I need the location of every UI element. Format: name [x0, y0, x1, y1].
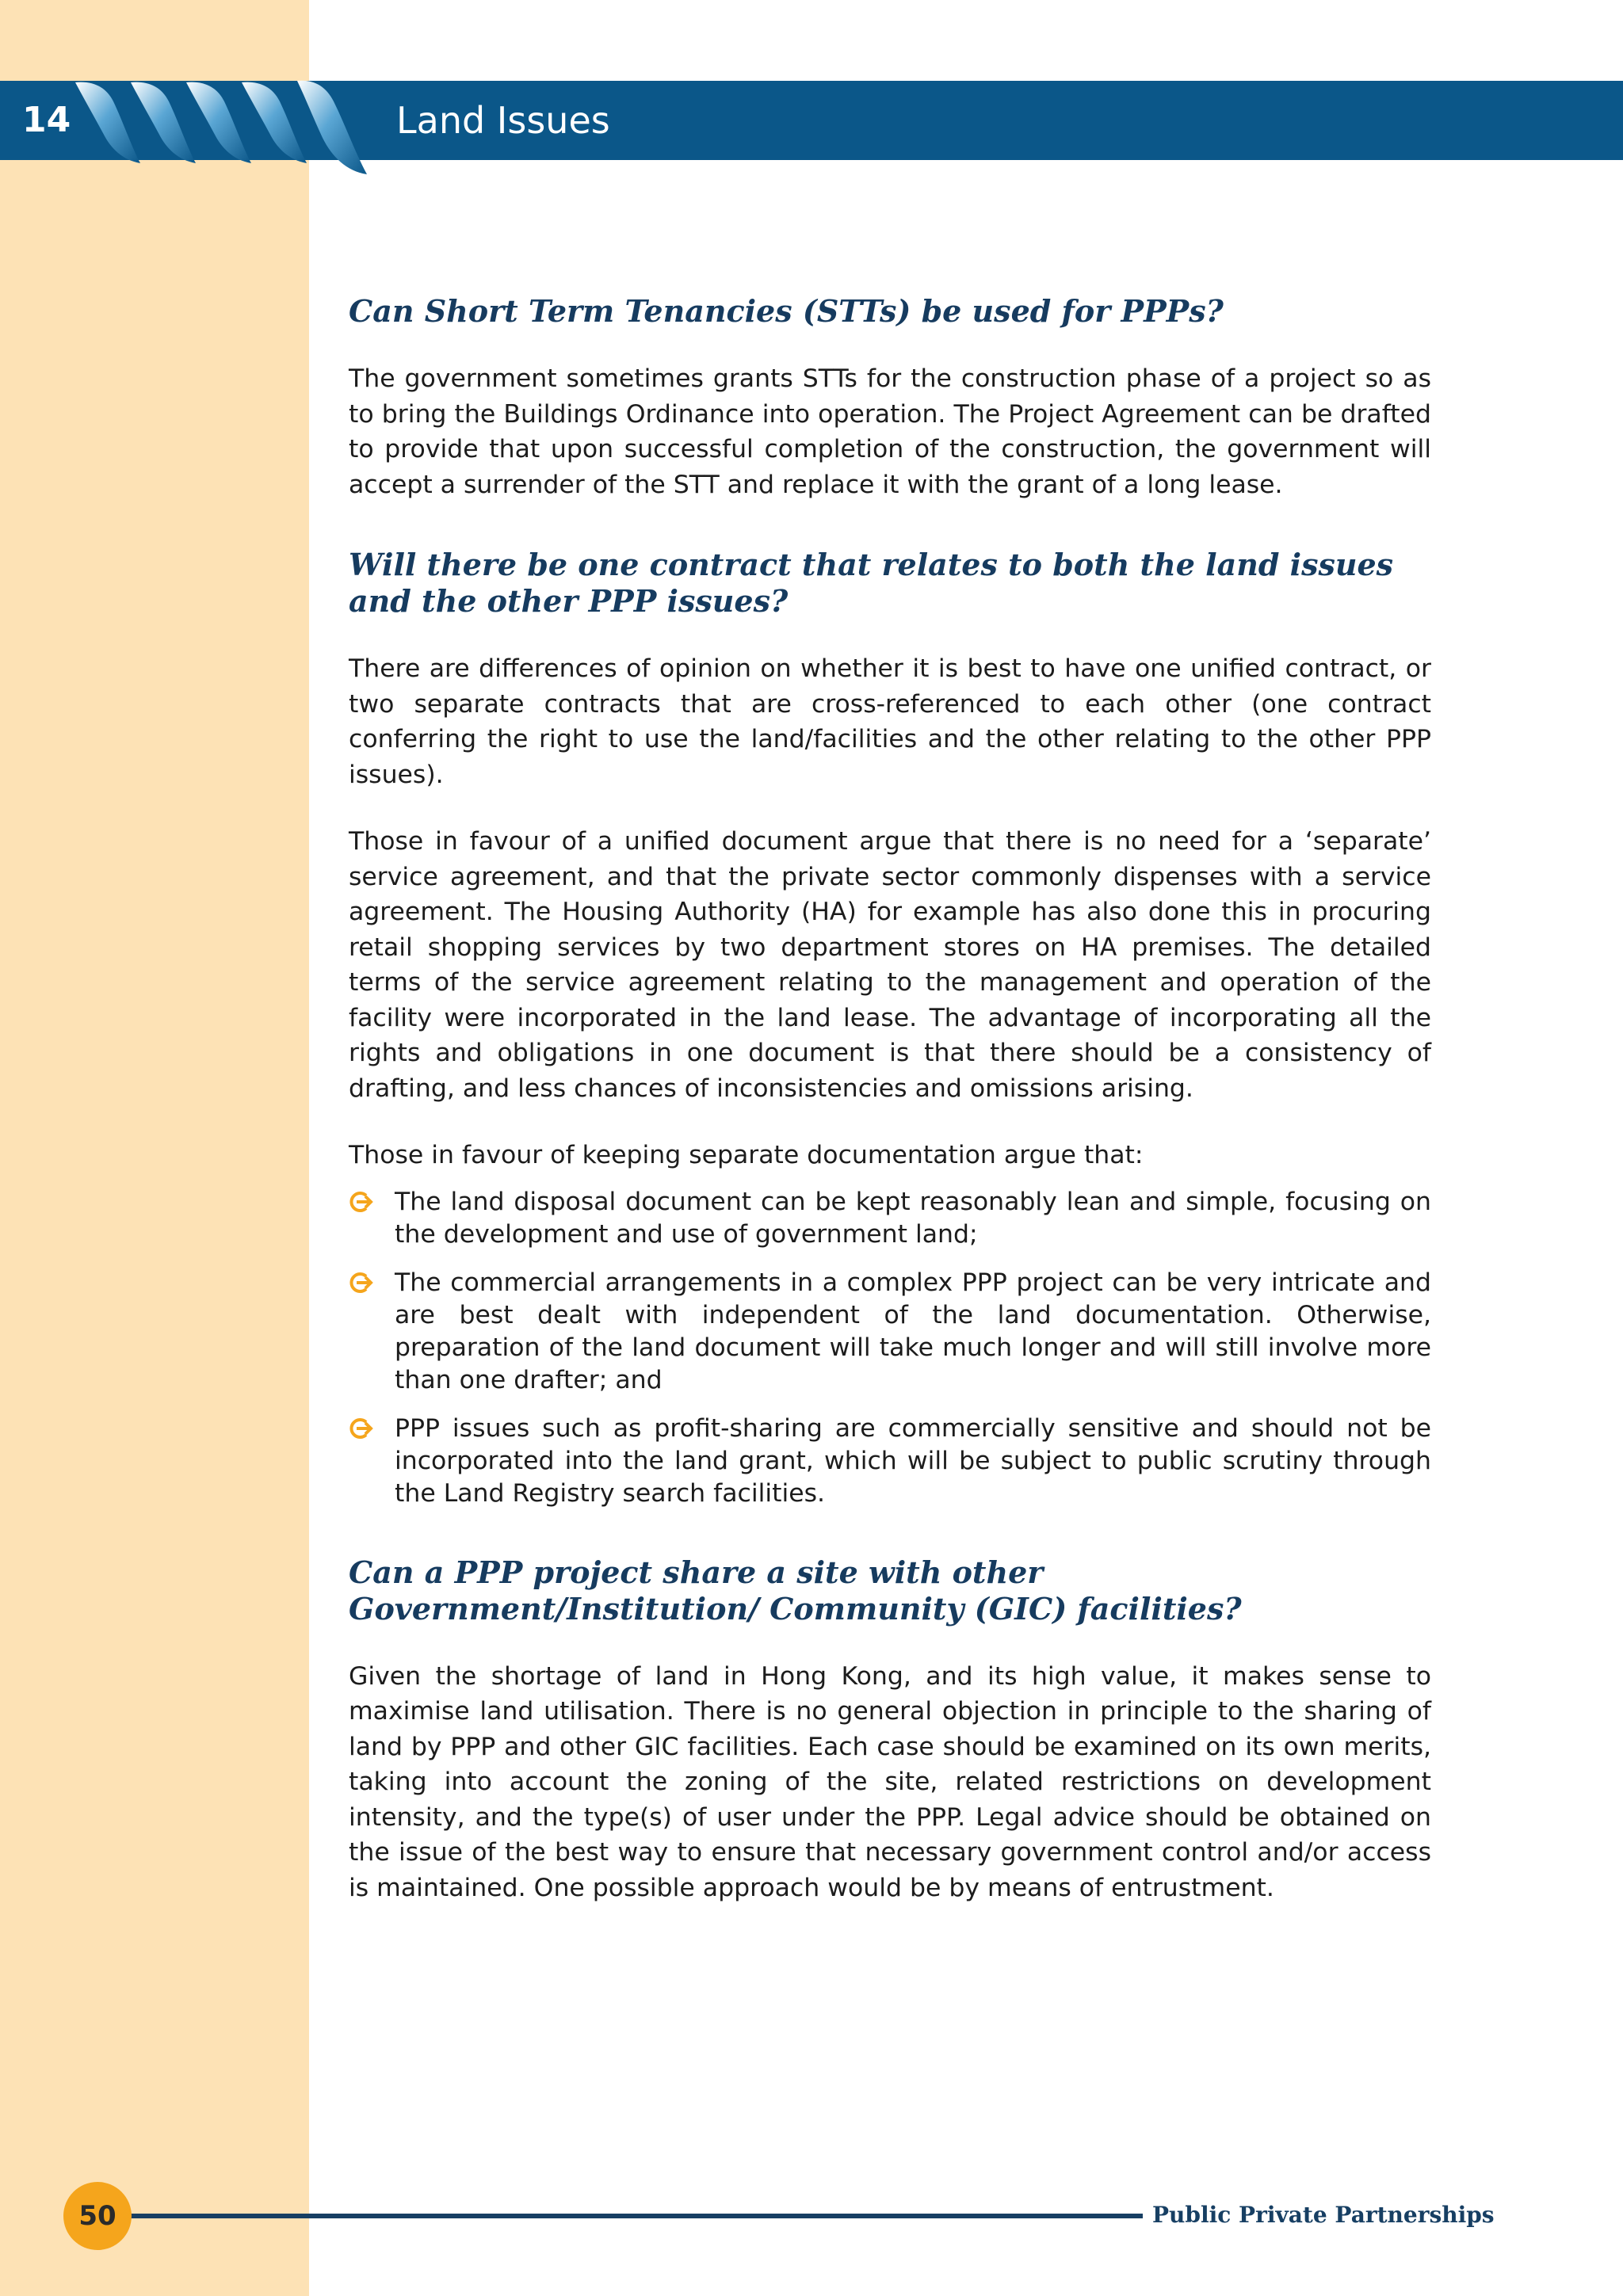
paragraph-stt: The government sometimes grants STTs for the construction phase of a project so as to bring the Buildings Ordinance into operation. The Project Agreement can be drafted to provide that upon successful completion of the construction, the government will accept a surrender of the STT and replace it with the grant of a long lease.	[349, 364, 1431, 499]
arrow-right-circle-icon	[349, 1189, 374, 1215]
swoosh-stripes-icon	[67, 78, 369, 179]
paragraph-separate-intro: Those in favour of keeping separate documentation argue that:	[349, 1141, 1144, 1169]
chapter-number: 14	[22, 100, 71, 140]
bullet-list	[349, 1186, 1431, 1510]
page-number-badge	[63, 2182, 132, 2250]
list-item	[349, 1186, 1431, 1251]
bullet-text: The commercial arrangements in a complex PPP project can be very intricate and are best dealt with independent of the land documentation. Otherwise, preparation of the land document will take much longer and will still involve more than one drafter; and	[395, 1268, 1431, 1394]
page-number: 50	[78, 2200, 116, 2232]
bullet-text: The land disposal document can be kept reasonably lean and simple, focusing on the development and use of government land;	[395, 1187, 1431, 1249]
paragraph-unified-document: Those in favour of a unified document argue that there is no need for a ‘separate’ service agreement, and that the private sector commonly dispenses with a service agreement. The Housing Authority (HA) for example has also done this in procuring retail shopping services by two department stores on HA premises. The detailed terms of the service agreement relating to the management and operation of the facility were incorporated in the land lease. The advantage of incorporating all the rights and obligations in one document is that there should be a consistency of drafting, and less chances of inconsistencies and omissions arising.	[349, 827, 1431, 1103]
section-heading-shared-site: Can a PPP project share a site with other Government/Institution/ Community (GIC) facilities?	[349, 1554, 1242, 1627]
paragraph-differences: There are differences of opinion on whether it is best to have one unified contract, or two separate contracts that are cross-referenced to each other (one contract conferring the right to use the land/facilities and the other relating to the other PPP issues).	[349, 654, 1431, 789]
section-heading-one-contract: Will there be one contract that relates to both the land issues and the other PPP issues?	[349, 547, 1394, 619]
paragraph-shared-site: Given the shortage of land in Hong Kong, and its high value, it makes sense to maximise land utilisation. There is no general objection in principle to the sharing of land by PPP and other GIC facilities. Each case should be examined on its own merits, taking into account the zoning of the site, related restrictions on development intensity, and the type(s) of user under the PPP. Legal advice should be obtained on the issue of the best way to ensure that necessary government control and/or access is maintained. One possible approach would be by means of entrustment.	[349, 1661, 1431, 1902]
chapter-title: Land Issues	[396, 99, 610, 142]
left-sidebar-band	[0, 0, 309, 2296]
bullet-text: PPP issues such as profit-sharing are commercially sensitive and should not be incorporated into the land grant, which will be subject to public scrutiny through the Land Registry search facilities.	[395, 1413, 1431, 1508]
arrow-right-circle-icon	[349, 1270, 374, 1295]
publication-title: Public Private Partnerships	[1152, 2202, 1495, 2228]
list-item	[349, 1413, 1431, 1510]
list-item	[349, 1267, 1431, 1397]
arrow-right-circle-icon	[349, 1416, 374, 1441]
main-content	[349, 293, 1431, 1905]
section-heading-stt: Can Short Term Tenancies (STTs) be used for PPPs?	[349, 293, 1224, 329]
footer-rule	[127, 2214, 1143, 2218]
